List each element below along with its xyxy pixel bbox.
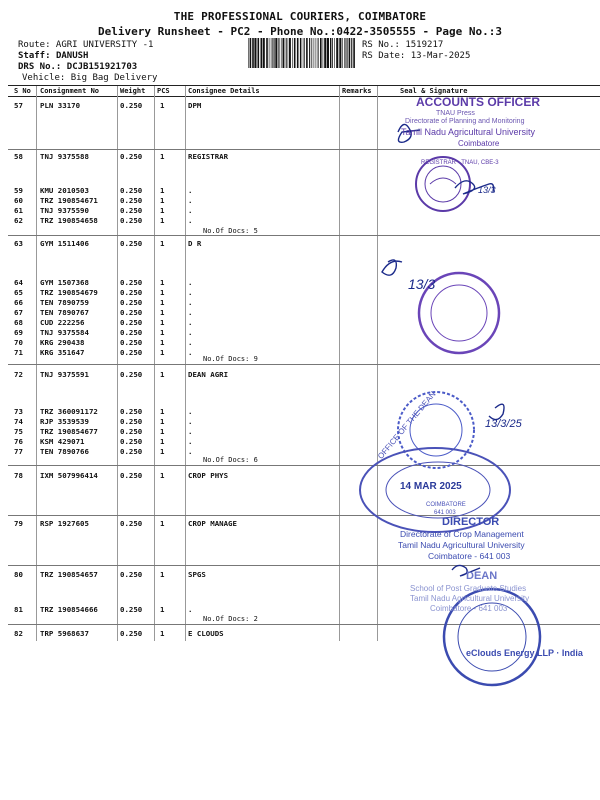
row-consignment-no: TEN 7890766 (40, 447, 89, 456)
row-consignment-no: TRZ 190854671 (40, 196, 98, 205)
row-consignee: . (188, 278, 193, 287)
row-consignee: . (188, 288, 193, 297)
rs-date: RS Date: 13-Mar-2025 (362, 51, 471, 61)
row-pcs: 1 (160, 437, 165, 446)
row-consignment-no: CUD 222256 (40, 318, 85, 327)
docs-count: No.Of Docs: 2 (203, 615, 258, 623)
director-stamp-line: Coimbatore - 641 003 (428, 551, 511, 561)
row-pcs: 1 (160, 152, 165, 161)
row-pcs: 1 (160, 186, 165, 195)
row-consignment-no: KSM 429071 (40, 437, 85, 446)
row-weight: 0.250 (120, 427, 143, 436)
row-consignee: . (188, 216, 193, 225)
row-consignee: REGISTRAR (188, 152, 229, 161)
row-consignee: . (188, 196, 193, 205)
dean-stamp-title: DEAN (466, 570, 498, 582)
row-pcs: 1 (160, 570, 165, 579)
row-weight: 0.250 (120, 437, 143, 446)
accounts-stamp-line: Tamil Nadu Agricultural University (401, 127, 536, 137)
row-sno: 57 (14, 101, 23, 110)
row-consignment-no: KMU 2010503 (40, 186, 89, 195)
dean-stamp-line: Tamil Nadu Agricultural University (410, 594, 530, 603)
col-header-seal-signature: Seal & Signature (400, 87, 468, 95)
docs-count: No.Of Docs: 5 (203, 227, 258, 235)
row-weight: 0.250 (120, 328, 143, 337)
docs-count: No.Of Docs: 9 (203, 355, 258, 363)
row-consignee: DEAN AGRI (188, 370, 229, 379)
row-consignment-no: GYM 1511406 (40, 239, 89, 248)
eclouds-stamp-text: eClouds Energy LLP · India (466, 648, 583, 658)
row-sno: 72 (14, 370, 23, 379)
row-sno: 75 (14, 427, 23, 436)
row-weight: 0.250 (120, 186, 143, 195)
row-pcs: 1 (160, 427, 165, 436)
row-sno: 65 (14, 288, 23, 297)
company-title: THE PROFESSIONAL COURIERS, COIMBATORE (173, 10, 427, 23)
row-weight: 0.250 (120, 447, 143, 456)
row-consignee: . (188, 417, 193, 426)
director-stamp-title: DIRECTOR (442, 516, 500, 528)
row-consignment-no: TRP 5968637 (40, 629, 89, 638)
row-sno: 78 (14, 471, 23, 480)
row-weight: 0.250 (120, 570, 143, 579)
row-sno: 59 (14, 186, 23, 195)
row-sno: 67 (14, 308, 23, 317)
row-consignee: . (188, 348, 193, 357)
row-pcs: 1 (160, 278, 165, 287)
row-sno: 64 (14, 278, 23, 287)
office-dean-place: COIMBATORE (426, 502, 466, 508)
row-consignment-no: TNJ 9375588 (40, 152, 89, 161)
row-weight: 0.250 (120, 239, 143, 248)
row-consignment-no: TRZ 190854658 (40, 216, 98, 225)
row-consignment-no: PLN 33170 (40, 101, 81, 110)
col-header-pcs: PCS (157, 87, 170, 95)
row-pcs: 1 (160, 216, 165, 225)
row-weight: 0.250 (120, 407, 143, 416)
blue-round-stamp (398, 392, 474, 468)
row-sno: 58 (14, 152, 23, 161)
row-consignee: . (188, 437, 193, 446)
row-weight: 0.250 (120, 206, 143, 215)
row-weight: 0.250 (120, 471, 143, 480)
row-weight: 0.250 (120, 519, 143, 528)
row-pcs: 1 (160, 338, 165, 347)
row-consignee: . (188, 206, 193, 215)
row-pcs: 1 (160, 328, 165, 337)
row-weight: 0.250 (120, 348, 143, 357)
row-sno: 61 (14, 206, 23, 215)
row-consignee: SPGS (188, 570, 206, 579)
row-consignment-no: KRG 290438 (40, 338, 85, 347)
runsheet-subtitle: Delivery Runsheet - PC2 - Phone No.:0422-3505555 - Page No.:3 (98, 25, 502, 38)
row-consignee: D R (188, 239, 202, 248)
drs-number: DCJB151921703 (66, 62, 138, 72)
director-stamp-line: Directorate of Crop Management (400, 529, 524, 539)
row-weight: 0.250 (120, 370, 143, 379)
row-consignment-no: RJP 3539539 (40, 417, 89, 426)
row-sno: 63 (14, 239, 23, 248)
row-sno: 82 (14, 629, 23, 638)
row-pcs: 1 (160, 298, 165, 307)
row-weight: 0.250 (120, 196, 143, 205)
staff-name: DANUSH (55, 51, 89, 61)
row-consignment-no: TRZ 190854657 (40, 570, 98, 579)
row-consignment-no: TNJ 9375590 (40, 206, 89, 215)
row-consignee: . (188, 427, 193, 436)
row-sno: 79 (14, 519, 23, 528)
row-consignment-no: TNJ 9375584 (40, 328, 89, 337)
row-sno: 76 (14, 437, 23, 446)
row-pcs: 1 (160, 318, 165, 327)
office-dean-pin: 641 003 (434, 510, 456, 516)
row-consignee: CROP MANAGE (188, 519, 237, 528)
row-sno: 80 (14, 570, 23, 579)
row-consignment-no: TRZ 190854679 (40, 288, 98, 297)
vehicle-label: Vehicle: Big Bag Delivery (22, 73, 158, 83)
col-header-consignment: Consignment No (40, 87, 100, 95)
row-pcs: 1 (160, 447, 165, 456)
row-consignment-no: TRZ 190854677 (40, 427, 98, 436)
row-weight: 0.250 (120, 152, 143, 161)
registrar-stamp-text: REGISTRAR · TNAU, CBE-3 (421, 160, 499, 166)
row-sno: 70 (14, 338, 23, 347)
col-header-sno: S No (14, 87, 31, 95)
row-pcs: 1 (160, 417, 165, 426)
row-sno: 81 (14, 605, 23, 614)
row-weight: 0.250 (120, 278, 143, 287)
row-pcs: 1 (160, 239, 165, 248)
drs-label: DRS No.: (18, 62, 62, 72)
accounts-stamp-line: TNAU Press (436, 110, 475, 117)
col-header-weight: Weight (120, 87, 146, 95)
director-stamp-line: Tamil Nadu Agricultural University (398, 540, 525, 550)
row-weight: 0.250 (120, 288, 143, 297)
row-pcs: 1 (160, 629, 165, 638)
row-consignee: . (188, 186, 193, 195)
row-sno: 69 (14, 328, 23, 337)
row-sno: 74 (14, 417, 23, 426)
row-consignee: . (188, 298, 193, 307)
accounts-stamp-line: Coimbatore (458, 139, 500, 148)
row-consignment-no: GYM 1507368 (40, 278, 89, 287)
row-sno: 68 (14, 318, 23, 327)
col-header-consignee: Consignee Details (188, 87, 260, 95)
row-sno: 73 (14, 407, 23, 416)
row-consignee: . (188, 338, 193, 347)
row-consignee: . (188, 605, 193, 614)
dean-stamp-line: School of Post Graduate Studies (410, 584, 527, 593)
handwritten-date: 13/3 (408, 276, 436, 292)
office-dean-ring-text: OFFICE OF THE DEAN (376, 389, 438, 461)
handwritten-date: 13/3/25 (485, 418, 522, 430)
row-weight: 0.250 (120, 216, 143, 225)
row-sno: 71 (14, 348, 23, 357)
row-consignment-no: TRZ 190854666 (40, 605, 98, 614)
row-pcs: 1 (160, 407, 165, 416)
row-sno: 77 (14, 447, 23, 456)
row-consignment-no: TEN 7890759 (40, 298, 89, 307)
row-consignee: DPM (188, 101, 202, 110)
accounts-officer-stamp-title: ACCOUNTS OFFICER (416, 95, 540, 109)
row-pcs: 1 (160, 348, 165, 357)
rs-number: RS No.: 1519217 (362, 40, 444, 50)
row-consignee: CROP PHYS (188, 471, 229, 480)
row-sno: 66 (14, 298, 23, 307)
row-weight: 0.250 (120, 101, 143, 110)
office-dean-date: 14 MAR 2025 (400, 481, 462, 492)
row-weight: 0.250 (120, 605, 143, 614)
row-consignment-no: TEN 7890767 (40, 308, 89, 317)
row-weight: 0.250 (120, 298, 143, 307)
row-consignment-no: TNJ 9375591 (40, 370, 89, 379)
row-weight: 0.250 (120, 308, 143, 317)
staff-label: Staff: (18, 51, 51, 61)
row-pcs: 1 (160, 288, 165, 297)
row-sno: 60 (14, 196, 23, 205)
handwritten-date: 13/3 (478, 185, 496, 195)
row-weight: 0.250 (120, 318, 143, 327)
row-consignment-no: KRG 351647 (40, 348, 85, 357)
row-consignee: . (188, 328, 193, 337)
docs-count: No.Of Docs: 6 (203, 456, 258, 464)
row-consignment-no: RSP 1927605 (40, 519, 89, 528)
row-pcs: 1 (160, 206, 165, 215)
row-weight: 0.250 (120, 338, 143, 347)
row-weight: 0.250 (120, 417, 143, 426)
row-consignee: . (188, 447, 193, 456)
row-sno: 62 (14, 216, 23, 225)
row-pcs: 1 (160, 471, 165, 480)
row-pcs: 1 (160, 605, 165, 614)
row-consignee: . (188, 318, 193, 327)
row-pcs: 1 (160, 196, 165, 205)
route-label: Route: AGRI UNIVERSITY -1 (18, 40, 154, 50)
row-pcs: 1 (160, 101, 165, 110)
accounts-stamp-line: Directorate of Planning and Monitoring (405, 118, 525, 125)
row-consignee: . (188, 308, 193, 317)
row-weight: 0.250 (120, 629, 143, 638)
row-pcs: 1 (160, 370, 165, 379)
row-pcs: 1 (160, 308, 165, 317)
row-consignee: E CLOUDS (188, 629, 224, 638)
col-header-remarks: Remarks (342, 87, 372, 95)
row-consignment-no: IXM 507996414 (40, 471, 98, 480)
row-consignment-no: TRZ 360091172 (40, 407, 98, 416)
row-consignee: . (188, 407, 193, 416)
row-pcs: 1 (160, 519, 165, 528)
dean-stamp-line: Coimbatore - 641 003 (430, 604, 508, 613)
